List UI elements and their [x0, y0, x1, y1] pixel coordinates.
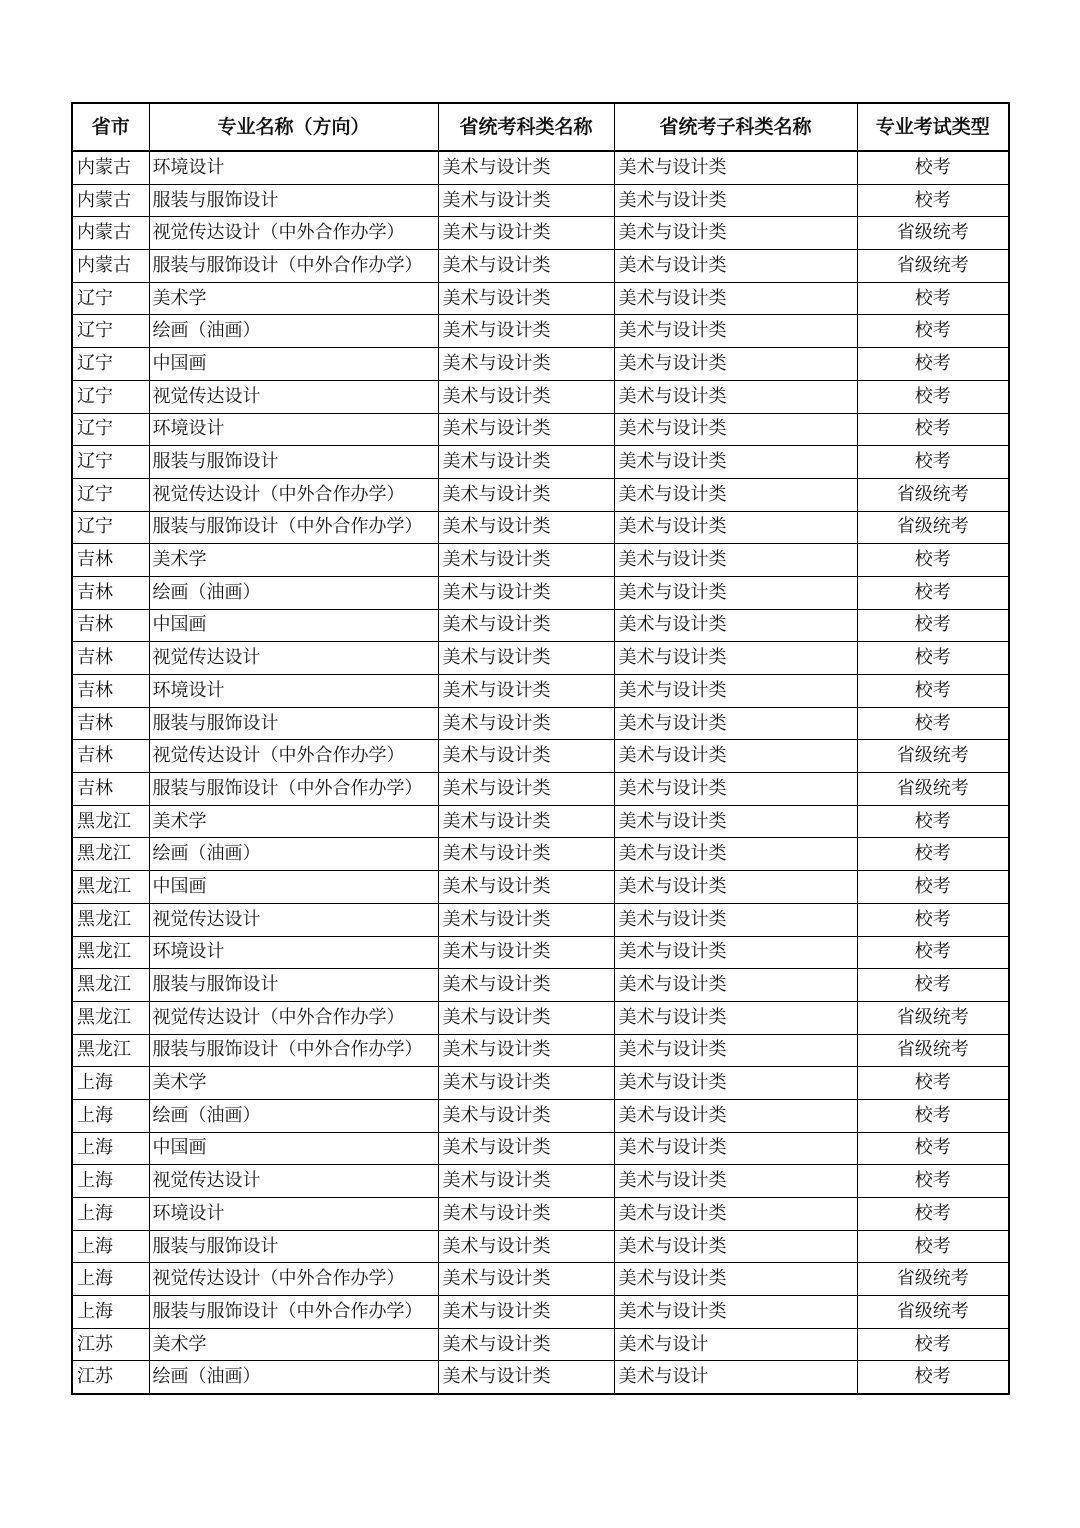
- province-cell: 上海: [72, 1198, 149, 1231]
- subcategory-cell: 美术与设计类: [614, 413, 857, 446]
- category-cell: 美术与设计类: [438, 1034, 614, 1067]
- province-cell: 吉林: [72, 576, 149, 609]
- major-cell: 绘画（油画）: [149, 576, 438, 609]
- subcategory-cell: 美术与设计类: [614, 184, 857, 217]
- header-major-name: 专业名称（方向）: [149, 103, 438, 151]
- type-cell: 校考: [857, 1067, 1009, 1100]
- table-row: [72, 1198, 1009, 1231]
- table-row: [72, 217, 1009, 250]
- category-cell: 美术与设计类: [438, 936, 614, 969]
- table-row: [72, 151, 1009, 184]
- table-row: [72, 511, 1009, 544]
- subcategory-cell: 美术与设计类: [614, 1132, 857, 1165]
- category-cell: 美术与设计类: [438, 707, 614, 740]
- subcategory-cell: 美术与设计: [614, 1361, 857, 1394]
- table-row: [72, 675, 1009, 708]
- table-row: [72, 1361, 1009, 1394]
- major-cell: 美术学: [149, 282, 438, 315]
- table-row: [72, 642, 1009, 675]
- category-cell: 美术与设计类: [438, 675, 614, 708]
- type-cell: 校考: [857, 1132, 1009, 1165]
- subcategory-cell: 美术与设计类: [614, 805, 857, 838]
- category-cell: 美术与设计类: [438, 446, 614, 479]
- subcategory-cell: 美术与设计类: [614, 478, 857, 511]
- type-cell: 校考: [857, 903, 1009, 936]
- category-cell: 美术与设计类: [438, 544, 614, 577]
- table-body: [72, 151, 1009, 1394]
- table-row: [72, 576, 1009, 609]
- major-cell: 服装与服饰设计: [149, 1230, 438, 1263]
- category-cell: 美术与设计类: [438, 184, 614, 217]
- subcategory-cell: 美术与设计类: [614, 642, 857, 675]
- major-cell: 环境设计: [149, 413, 438, 446]
- category-cell: 美术与设计类: [438, 282, 614, 315]
- category-cell: 美术与设计类: [438, 642, 614, 675]
- category-cell: 美术与设计类: [438, 348, 614, 381]
- type-cell: 省级统考: [857, 478, 1009, 511]
- major-cell: 美术学: [149, 1067, 438, 1100]
- category-cell: 美术与设计类: [438, 1067, 614, 1100]
- major-cell: 美术学: [149, 1328, 438, 1361]
- province-cell: 吉林: [72, 740, 149, 773]
- type-cell: 校考: [857, 805, 1009, 838]
- category-cell: 美术与设计类: [438, 740, 614, 773]
- table-row: [72, 1263, 1009, 1296]
- major-cell: 服装与服饰设计（中外合作办学）: [149, 250, 438, 283]
- province-cell: 吉林: [72, 544, 149, 577]
- major-cell: 绘画（油画）: [149, 1099, 438, 1132]
- subcategory-cell: 美术与设计类: [614, 1198, 857, 1231]
- type-cell: 校考: [857, 576, 1009, 609]
- table-row: [72, 478, 1009, 511]
- type-cell: 省级统考: [857, 773, 1009, 806]
- table-row: [72, 446, 1009, 479]
- category-cell: 美术与设计类: [438, 576, 614, 609]
- province-cell: 黑龙江: [72, 936, 149, 969]
- province-cell: 内蒙古: [72, 151, 149, 184]
- subcategory-cell: 美术与设计类: [614, 969, 857, 1002]
- category-cell: 美术与设计类: [438, 151, 614, 184]
- major-cell: 视觉传达设计（中外合作办学）: [149, 1001, 438, 1034]
- type-cell: 校考: [857, 315, 1009, 348]
- province-cell: 辽宁: [72, 315, 149, 348]
- province-cell: 黑龙江: [72, 969, 149, 1002]
- subcategory-cell: 美术与设计类: [614, 511, 857, 544]
- type-cell: 省级统考: [857, 217, 1009, 250]
- subcategory-cell: 美术与设计类: [614, 446, 857, 479]
- type-cell: 校考: [857, 609, 1009, 642]
- category-cell: 美术与设计类: [438, 1328, 614, 1361]
- type-cell: 校考: [857, 380, 1009, 413]
- subcategory-cell: 美术与设计类: [614, 1099, 857, 1132]
- province-cell: 内蒙古: [72, 250, 149, 283]
- province-cell: 上海: [72, 1165, 149, 1198]
- table-row: [72, 969, 1009, 1002]
- major-cell: 环境设计: [149, 1198, 438, 1231]
- subcategory-cell: 美术与设计类: [614, 1067, 857, 1100]
- major-cell: 美术学: [149, 805, 438, 838]
- header-province: 省市: [72, 103, 149, 151]
- type-cell: 省级统考: [857, 250, 1009, 283]
- type-cell: 校考: [857, 1099, 1009, 1132]
- major-cell: 环境设计: [149, 675, 438, 708]
- table-row: [72, 903, 1009, 936]
- province-cell: 辽宁: [72, 478, 149, 511]
- province-cell: 上海: [72, 1099, 149, 1132]
- major-cell: 绘画（油画）: [149, 1361, 438, 1394]
- category-cell: 美术与设计类: [438, 1001, 614, 1034]
- table-row: [72, 740, 1009, 773]
- table-row: [72, 1034, 1009, 1067]
- province-cell: 上海: [72, 1263, 149, 1296]
- subcategory-cell: 美术与设计类: [614, 250, 857, 283]
- table-row: [72, 1132, 1009, 1165]
- table-row: [72, 348, 1009, 381]
- subcategory-cell: 美术与设计类: [614, 838, 857, 871]
- province-cell: 辽宁: [72, 446, 149, 479]
- type-cell: 省级统考: [857, 1263, 1009, 1296]
- table-row: [72, 380, 1009, 413]
- province-cell: 上海: [72, 1132, 149, 1165]
- table-row: [72, 1001, 1009, 1034]
- province-cell: 辽宁: [72, 413, 149, 446]
- category-cell: 美术与设计类: [438, 1263, 614, 1296]
- major-cell: 视觉传达设计: [149, 642, 438, 675]
- table-row: [72, 1230, 1009, 1263]
- major-cell: 中国画: [149, 348, 438, 381]
- province-cell: 辽宁: [72, 348, 149, 381]
- category-cell: 美术与设计类: [438, 217, 614, 250]
- type-cell: 校考: [857, 1328, 1009, 1361]
- type-cell: 省级统考: [857, 1296, 1009, 1329]
- category-cell: 美术与设计类: [438, 969, 614, 1002]
- type-cell: 校考: [857, 707, 1009, 740]
- province-cell: 吉林: [72, 675, 149, 708]
- province-cell: 上海: [72, 1067, 149, 1100]
- category-cell: 美术与设计类: [438, 903, 614, 936]
- table-row: [72, 282, 1009, 315]
- major-cell: 服装与服饰设计（中外合作办学）: [149, 511, 438, 544]
- major-cell: 服装与服饰设计（中外合作办学）: [149, 1296, 438, 1329]
- category-cell: 美术与设计类: [438, 1099, 614, 1132]
- category-cell: 美术与设计类: [438, 805, 614, 838]
- type-cell: 省级统考: [857, 511, 1009, 544]
- province-cell: 吉林: [72, 773, 149, 806]
- category-cell: 美术与设计类: [438, 380, 614, 413]
- major-cell: 视觉传达设计（中外合作办学）: [149, 1263, 438, 1296]
- category-cell: 美术与设计类: [438, 838, 614, 871]
- type-cell: 校考: [857, 871, 1009, 904]
- type-cell: 省级统考: [857, 740, 1009, 773]
- table-row: [72, 250, 1009, 283]
- subcategory-cell: 美术与设计类: [614, 315, 857, 348]
- header-exam-type: 专业考试类型: [857, 103, 1009, 151]
- province-cell: 上海: [72, 1230, 149, 1263]
- category-cell: 美术与设计类: [438, 1165, 614, 1198]
- table-row: [72, 1099, 1009, 1132]
- type-cell: 校考: [857, 413, 1009, 446]
- major-cell: 环境设计: [149, 936, 438, 969]
- type-cell: 校考: [857, 838, 1009, 871]
- category-cell: 美术与设计类: [438, 1296, 614, 1329]
- province-cell: 江苏: [72, 1361, 149, 1394]
- province-cell: 内蒙古: [72, 217, 149, 250]
- category-cell: 美术与设计类: [438, 1132, 614, 1165]
- province-cell: 吉林: [72, 609, 149, 642]
- table-row: [72, 707, 1009, 740]
- province-cell: 吉林: [72, 707, 149, 740]
- major-cell: 美术学: [149, 544, 438, 577]
- type-cell: 校考: [857, 446, 1009, 479]
- major-cell: 服装与服饰设计: [149, 446, 438, 479]
- table-row: [72, 1165, 1009, 1198]
- major-cell: 环境设计: [149, 151, 438, 184]
- table-row: [72, 544, 1009, 577]
- table-row: [72, 315, 1009, 348]
- type-cell: 校考: [857, 1165, 1009, 1198]
- major-cell: 中国画: [149, 609, 438, 642]
- subcategory-cell: 美术与设计类: [614, 1263, 857, 1296]
- subcategory-cell: 美术与设计类: [614, 773, 857, 806]
- category-cell: 美术与设计类: [438, 1198, 614, 1231]
- subcategory-cell: 美术与设计类: [614, 609, 857, 642]
- category-cell: 美术与设计类: [438, 1361, 614, 1394]
- subcategory-cell: 美术与设计类: [614, 675, 857, 708]
- table-row: [72, 184, 1009, 217]
- province-cell: 黑龙江: [72, 903, 149, 936]
- subcategory-cell: 美术与设计类: [614, 544, 857, 577]
- major-cell: 中国画: [149, 1132, 438, 1165]
- subcategory-cell: 美术与设计类: [614, 1001, 857, 1034]
- province-cell: 黑龙江: [72, 1001, 149, 1034]
- table-row: [72, 1067, 1009, 1100]
- subcategory-cell: 美术与设计类: [614, 1165, 857, 1198]
- major-cell: 视觉传达设计（中外合作办学）: [149, 217, 438, 250]
- province-cell: 黑龙江: [72, 805, 149, 838]
- type-cell: 校考: [857, 184, 1009, 217]
- major-cell: 视觉传达设计: [149, 1165, 438, 1198]
- subcategory-cell: 美术与设计类: [614, 217, 857, 250]
- subcategory-cell: 美术与设计类: [614, 348, 857, 381]
- type-cell: 校考: [857, 675, 1009, 708]
- subcategory-cell: 美术与设计: [614, 1328, 857, 1361]
- subcategory-cell: 美术与设计类: [614, 936, 857, 969]
- type-cell: 省级统考: [857, 1034, 1009, 1067]
- category-cell: 美术与设计类: [438, 478, 614, 511]
- subcategory-cell: 美术与设计类: [614, 1034, 857, 1067]
- province-cell: 辽宁: [72, 282, 149, 315]
- table-row: [72, 838, 1009, 871]
- type-cell: 校考: [857, 1230, 1009, 1263]
- province-cell: 辽宁: [72, 380, 149, 413]
- province-cell: 辽宁: [72, 511, 149, 544]
- table-row: [72, 1328, 1009, 1361]
- table-header: [72, 103, 1009, 151]
- table-row: [72, 609, 1009, 642]
- province-cell: 黑龙江: [72, 1034, 149, 1067]
- type-cell: 校考: [857, 642, 1009, 675]
- major-cell: 视觉传达设计: [149, 903, 438, 936]
- header-exam-category: 省统考科类名称: [438, 103, 614, 151]
- major-cell: 中国画: [149, 871, 438, 904]
- type-cell: 校考: [857, 544, 1009, 577]
- table-row: [72, 1296, 1009, 1329]
- major-cell: 视觉传达设计（中外合作办学）: [149, 740, 438, 773]
- header-exam-subcategory: 省统考子科类名称: [614, 103, 857, 151]
- table-row: [72, 773, 1009, 806]
- province-cell: 黑龙江: [72, 838, 149, 871]
- major-cell: 服装与服饰设计: [149, 969, 438, 1002]
- major-exam-table: [71, 102, 1010, 1395]
- province-cell: 黑龙江: [72, 871, 149, 904]
- major-cell: 服装与服饰设计（中外合作办学）: [149, 1034, 438, 1067]
- subcategory-cell: 美术与设计类: [614, 707, 857, 740]
- table-row: [72, 936, 1009, 969]
- province-cell: 吉林: [72, 642, 149, 675]
- subcategory-cell: 美术与设计类: [614, 282, 857, 315]
- major-cell: 绘画（油画）: [149, 838, 438, 871]
- major-cell: 绘画（油画）: [149, 315, 438, 348]
- subcategory-cell: 美术与设计类: [614, 1296, 857, 1329]
- category-cell: 美术与设计类: [438, 1230, 614, 1263]
- subcategory-cell: 美术与设计类: [614, 151, 857, 184]
- province-cell: 江苏: [72, 1328, 149, 1361]
- type-cell: 校考: [857, 936, 1009, 969]
- subcategory-cell: 美术与设计类: [614, 740, 857, 773]
- type-cell: 校考: [857, 348, 1009, 381]
- category-cell: 美术与设计类: [438, 609, 614, 642]
- table-row: [72, 413, 1009, 446]
- type-cell: 省级统考: [857, 1001, 1009, 1034]
- category-cell: 美术与设计类: [438, 315, 614, 348]
- category-cell: 美术与设计类: [438, 871, 614, 904]
- table-row: [72, 871, 1009, 904]
- major-cell: 服装与服饰设计: [149, 184, 438, 217]
- subcategory-cell: 美术与设计类: [614, 903, 857, 936]
- type-cell: 校考: [857, 1198, 1009, 1231]
- category-cell: 美术与设计类: [438, 413, 614, 446]
- major-cell: 服装与服饰设计（中外合作办学）: [149, 773, 438, 806]
- category-cell: 美术与设计类: [438, 250, 614, 283]
- type-cell: 校考: [857, 282, 1009, 315]
- province-cell: 内蒙古: [72, 184, 149, 217]
- subcategory-cell: 美术与设计类: [614, 871, 857, 904]
- category-cell: 美术与设计类: [438, 511, 614, 544]
- major-cell: 视觉传达设计（中外合作办学）: [149, 478, 438, 511]
- province-cell: 上海: [72, 1296, 149, 1329]
- type-cell: 校考: [857, 151, 1009, 184]
- category-cell: 美术与设计类: [438, 773, 614, 806]
- type-cell: 校考: [857, 969, 1009, 1002]
- subcategory-cell: 美术与设计类: [614, 1230, 857, 1263]
- major-cell: 视觉传达设计: [149, 380, 438, 413]
- header-row: [72, 103, 1009, 151]
- table-row: [72, 805, 1009, 838]
- major-cell: 服装与服饰设计: [149, 707, 438, 740]
- subcategory-cell: 美术与设计类: [614, 576, 857, 609]
- type-cell: 校考: [857, 1361, 1009, 1394]
- subcategory-cell: 美术与设计类: [614, 380, 857, 413]
